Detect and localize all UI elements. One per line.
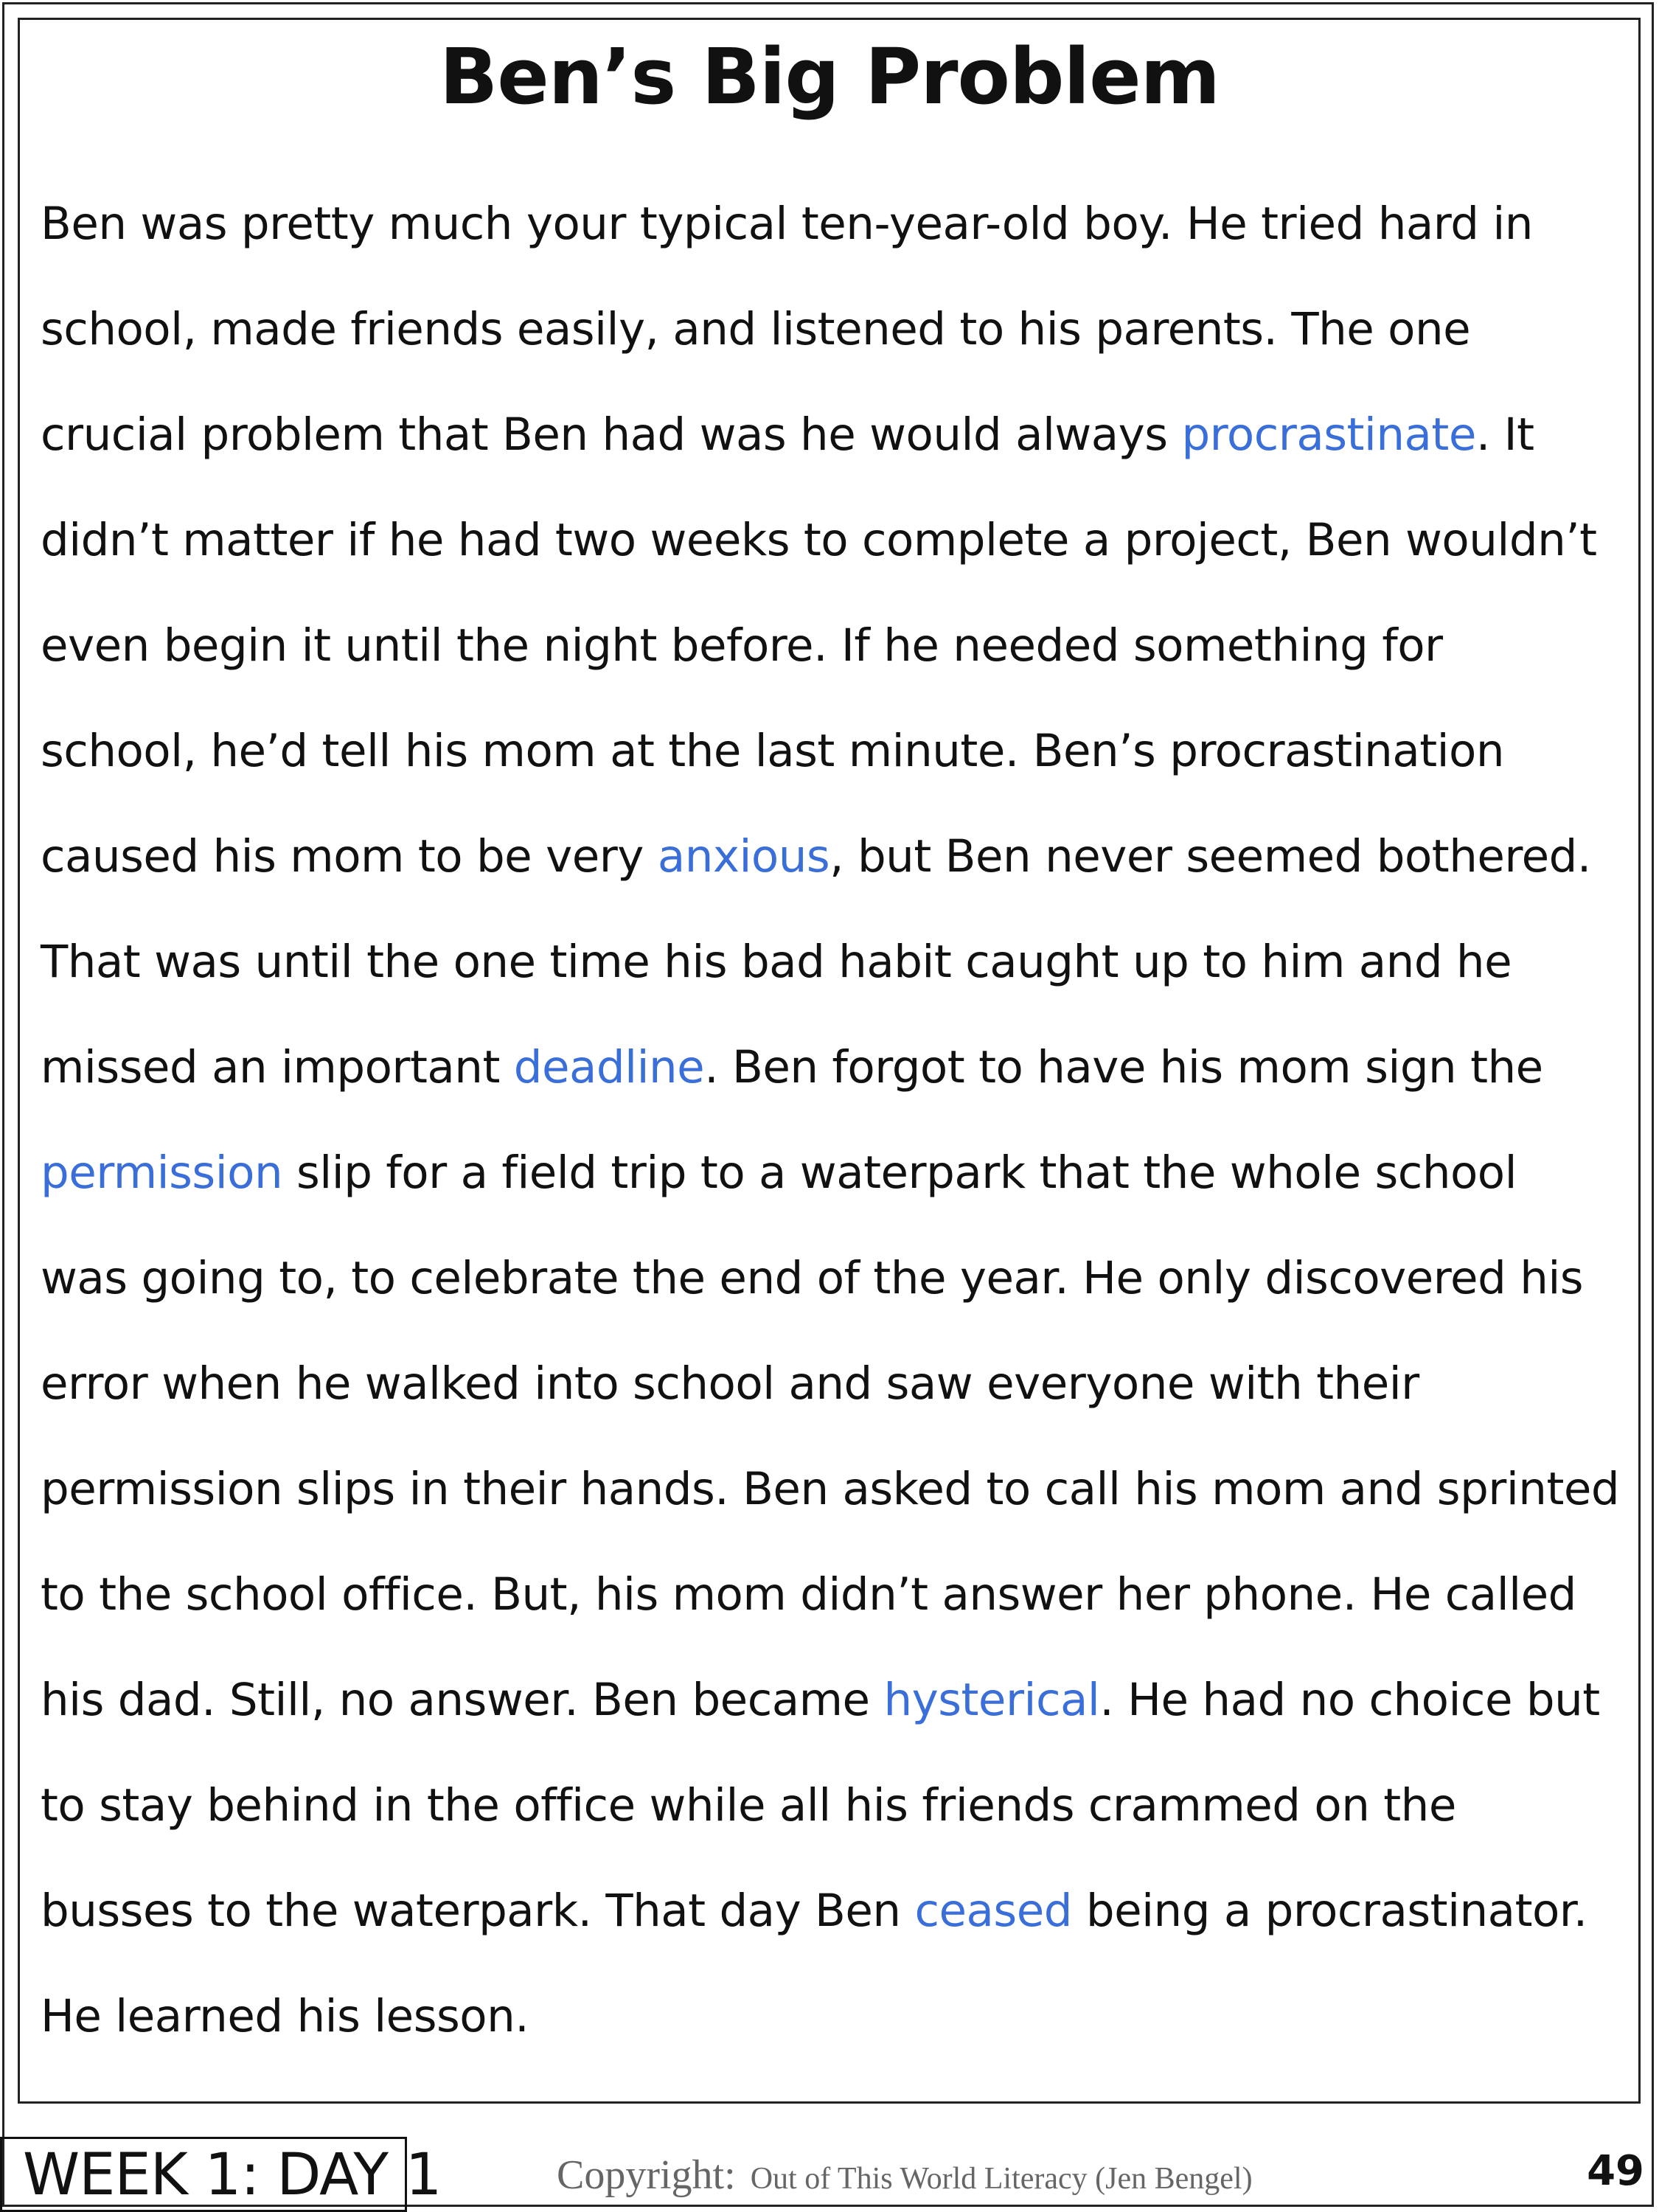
story-line <box>41 1331 1641 1436</box>
story-text-segment: busses to the waterpark. That day Ben <box>41 1885 915 1937</box>
page-number: 49 <box>1587 2147 1644 2195</box>
vocabulary-word: deadline <box>513 1041 705 1093</box>
story-text-segment: school, made friends easily, and listened to his parents. The one <box>41 303 1471 355</box>
copyright-notice <box>557 2152 1253 2199</box>
story-text-segment: . He had no choice but <box>1099 1674 1600 1726</box>
vocabulary-word: anxious <box>657 830 830 883</box>
story-line <box>41 1120 1641 1225</box>
vocabulary-word: ceased <box>914 1885 1072 1937</box>
story-text-segment: error when he walked into school and saw everyone with their <box>41 1357 1419 1410</box>
story-text-segment: . Ben forgot to have his mom sign the <box>704 1041 1543 1093</box>
story-line <box>41 171 1641 276</box>
story-line <box>41 1542 1641 1647</box>
story-text-segment: caused his mom to be very <box>41 830 658 883</box>
story-text-segment: . It <box>1475 408 1534 461</box>
story-line <box>41 593 1641 698</box>
story-line <box>41 1225 1641 1331</box>
story-text-segment: , but Ben never seemed bothered. <box>830 830 1591 883</box>
story-text-segment: was going to, to celebrate the end of the year. He only discovered his <box>41 1252 1584 1304</box>
story-line <box>41 1753 1641 1858</box>
story-line <box>41 698 1641 804</box>
story-text-segment: He learned his lesson. <box>41 1990 529 2042</box>
story-text-segment: even begin it until the night before. If he needed something for <box>41 619 1443 672</box>
story-line <box>41 804 1641 909</box>
story-line <box>41 487 1641 593</box>
story-text-segment: Ben was pretty much your typical ten-year-old boy. He tried hard in <box>41 198 1533 250</box>
copyright-owner: Out of This World Literacy (Jen Bengel) <box>750 2162 1253 2196</box>
story-text-segment: crucial problem that Ben had was he would always <box>41 408 1182 461</box>
copyright-label: Copyright: <box>557 2152 736 2198</box>
story-text-segment: slip for a field trip to a waterpark that the whole school <box>282 1147 1517 1199</box>
story-text-segment: his dad. Still, no answer. Ben became <box>41 1674 884 1726</box>
story-text-segment: That was until the one time his bad habit caught up to him and he <box>41 936 1512 988</box>
story-text <box>41 171 1641 2069</box>
story-text-segment: to stay behind in the office while all his friends crammed on the <box>41 1779 1456 1832</box>
story-line <box>41 276 1641 382</box>
story-text-segment: missed an important <box>41 1041 514 1093</box>
story-text-segment: didn’t matter if he had two weeks to complete a project, Ben wouldn’t <box>41 514 1597 566</box>
story-line <box>41 1015 1641 1120</box>
story-line <box>41 1436 1641 1542</box>
vocabulary-word: permission <box>41 1147 283 1199</box>
story-line <box>41 1964 1641 2069</box>
story-line <box>41 382 1641 487</box>
vocabulary-word: hysterical <box>883 1674 1100 1726</box>
story-text-segment: being a procrastinator. <box>1071 1885 1587 1937</box>
story-line <box>41 1858 1641 1964</box>
story-line <box>41 909 1641 1015</box>
story-text-segment: permission slips in their hands. Ben asked to call his mom and sprinted <box>41 1463 1620 1515</box>
story-text-segment: to the school office. But, his mom didn’t answer her phone. He called <box>41 1568 1576 1621</box>
story-text-segment: school, he’d tell his mom at the last minute. Ben’s procrastination <box>41 725 1505 777</box>
vocabulary-word: procrastinate <box>1181 408 1476 461</box>
week-day-label: WEEK 1: DAY 1 <box>0 2137 407 2212</box>
story-title: Ben’s Big Problem <box>439 32 1220 122</box>
story-line <box>41 1647 1641 1753</box>
